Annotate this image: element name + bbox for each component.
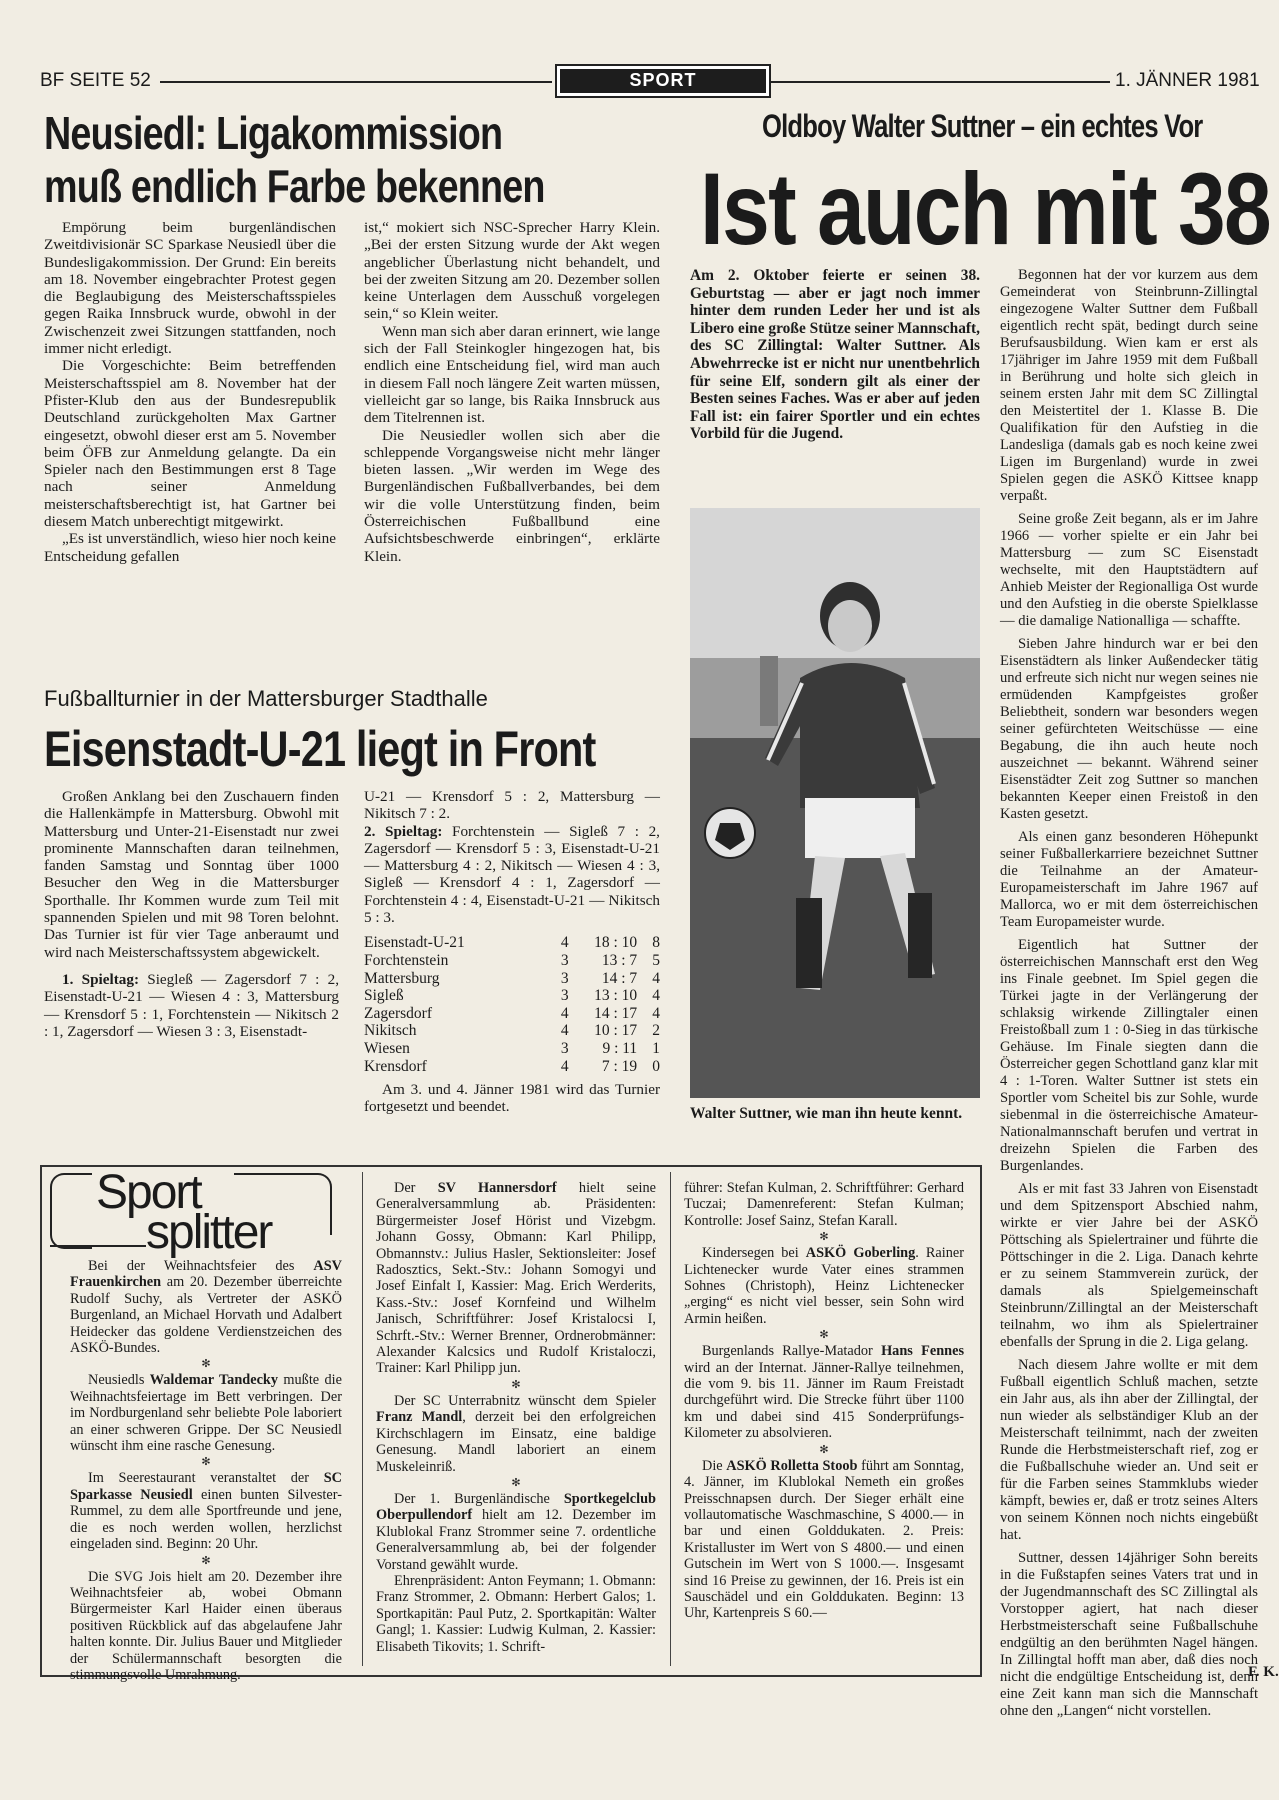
turnier-kicker: Fußballturnier in der Mattersburger Stadthalle xyxy=(44,686,488,711)
points: 4 xyxy=(652,1004,661,1022)
item-text: Im Seerestaurant veranstaltet der xyxy=(88,1470,324,1487)
suttner-paragraph: Eigentlich hat Suttner der österreichischen Mannschaft erst den Weg ins Finale geebnet. Im Spiel gegen die Türkei jagte in der Verlängerung der schlaksig wirkende Zillingtaler einen Freistoßball zum 1 : 0-Sieg in das türkische Gehäuse. Im Finale siegten dann die Österreicher gegen Schottland ganz klar mit 4 : 1-Toren. Walter Suttner ist stets ein Sportler vom Scheitel bis zur Sohle, wurde siebenmal in die österreichische Amateur-Nationalmannschaft berufen und vertrat in dreizehn Spielen die Farben des Burgenlandes. xyxy=(1000,937,1258,1174)
item-highlight: ASKÖ Rolletta Stoob xyxy=(726,1457,858,1474)
item-text: wird an der Internat. Jänner-Rallye teilnehmen, die vom 9. bis 11. Jänner im Raum Freistadt durchgeführt wird. Die Strecke führt über 1100 km und dabei sind 415 Sonderprüfungs-Kilometer zu absolvieren. xyxy=(684,1359,964,1442)
turnier-spieltag-1 xyxy=(44,971,339,1040)
item-text: hielt am 12. Dezember im Klublokal Franz Strommer seine 7. ordentliche Generalversammlung ab, bei der folgender Vorstand gewählt wurde. xyxy=(376,1507,656,1573)
turnier-paragraph: Großen Anklang bei den Zuschauern finden die Hallenkämpfe in Mattersburg. Obwohl mit Mattersburg und Unter-21-Eisenstadt nur zwei prominente Mannschaften daran teilnehmen, fanden Samstag und Sonntag über 1000 Besucher den Weg in die Mattersburger Sporthalle. Ihr Kommen wurde zum Teil mit spannenden Spielen und mit 98 Toren belohnt. Das Turnier ist für vier Tage anberaumt und wird nach Meisterschaftssystem abgewickelt. xyxy=(44,788,339,961)
games: 4 xyxy=(560,1022,569,1040)
goals: 13 : 10 xyxy=(594,987,638,1005)
item-text: einen bunten Silvester-Rummel, zu dem alle Sportfreunde und jene, die es noch werden wollen, herzlichst eingeladen sind. Beginn: 20 Uhr. xyxy=(70,1486,342,1553)
section-label: SPORT xyxy=(560,69,766,93)
page-number: BF SEITE 52 xyxy=(40,70,151,91)
neusiedl-headline-2: muß endlich Farbe bekennen xyxy=(44,160,545,212)
item-text: Ehrenpräsident: Anton Feymann; 1. Obmann: Franz Strommer, 2. Obmann: Herbert Galos; 1. Sportkapitän: Paul Putz, 2. Sportkapitän: Walter Gangl; 1. Kassier: Ludwig Kulman, 2. Kassier: Elisabeth Tikovits; 1. Schrift- xyxy=(376,1572,656,1655)
sportsplitter-logo xyxy=(44,1165,336,1259)
logo-word-splitter: splitter xyxy=(146,1206,272,1259)
table-row xyxy=(364,1040,660,1058)
games: 3 xyxy=(560,969,569,987)
suttner-headline: Ist auch mit 38 xyxy=(700,152,1271,266)
separator-star: ✻ xyxy=(201,1456,211,1469)
splitter-item xyxy=(684,1343,964,1441)
team-name: Forchtenstein xyxy=(364,951,449,969)
item-text: führer: Stefan Kulman, 2. Schriftführer: Gerhard Tuczai; Damenreferent: Stefan Kulman; Kontrolle: Josef Sainz, Stefan Karall. xyxy=(684,1180,964,1229)
turnier-paragraph: U-21 — Krensdorf 5 : 2, Mattersburg — Nikitsch 7 : 2. xyxy=(364,788,660,823)
table-row xyxy=(364,1005,660,1023)
table-row xyxy=(364,1058,660,1076)
points: 4 xyxy=(652,987,661,1005)
team-name: Krensdorf xyxy=(364,1057,427,1075)
games: 3 xyxy=(560,951,569,969)
item-text: , derzeit bei den erfolgreichen Kirchschlagern im Einsatz, eine baldige Genesung. Mandl laboriert an einem Muskeleinriß. xyxy=(376,1409,656,1475)
goals: 13 : 7 xyxy=(601,951,638,969)
suttner-paragraph: Suttner, dessen 14jähriger Sohn bereits in die Fußstapfen seines Vaters trat und in der Jugendmannschaft des SC Zillingtal als Vorstopper agiert, hat nach dieser Herbstmeisterschaft seine Fußballschuhe endgültig an den berühmten Nagel hängen. In Zillingtal hofft man aber, daß dies noch nicht die endgültige Entscheidung ist, denn eine Zeit kann man sich die Mannschaft ohne den „Langen“ nicht vorstellen. xyxy=(1000,1550,1258,1719)
logo-frame-left xyxy=(50,1173,92,1249)
suttner-headline-clip xyxy=(700,152,1279,266)
games: 3 xyxy=(560,1039,569,1057)
team-name: Wiesen xyxy=(364,1039,410,1057)
games: 4 xyxy=(560,1057,569,1075)
turnier-column-1 xyxy=(44,788,339,1144)
item-text: Neusiedls xyxy=(88,1372,150,1389)
splitter-column-3 xyxy=(684,1180,964,1666)
neusiedl-paragraph: Empörung beim burgenländischen Zweitdivisionär SC Sparkase Neusiedl über die Bundesligakommission. Der Grund: Ein bereits am 18. November eingebrachter Protest gegen die Beglaubigung des Meisterschaftsspieles gegen Raika Innsbruck wurde, obwohl in der Zwischenzeit zwei Sitzungen stattfanden, noch immer nicht erledigt. xyxy=(44,219,336,358)
logo-word-sport: Sport xyxy=(96,1166,201,1219)
section-label-box xyxy=(555,64,771,98)
splitter-column-1 xyxy=(70,1258,342,1683)
points: 5 xyxy=(652,951,661,969)
suttner-lead: Am 2. Oktober feierte er seinen 38. Geburtstag — aber er jagt noch immer hinter dem runden Leder her und ist als Libero eine große Stütze seiner Mannschaft, des SC Zillingtal: Walter Suttner. Als Abwehrrecke ist er nicht nur unentbehrlich für seine Elf, sondern gilt als einer der Besten seines Faches. Was er aber auf jeden Fall ist: ein fairer Sportler und ein echtes Vorbild für die Jugend. xyxy=(690,267,980,443)
team-name: Zagersdorf xyxy=(364,1004,432,1022)
separator-star: ✻ xyxy=(201,1358,211,1371)
player-left-sock xyxy=(796,898,822,988)
item-highlight: Hans Fennes xyxy=(881,1343,965,1360)
neusiedl-paragraph: Die Vorgeschichte: Beim betreffenden Meisterschaftsspiel am 8. November hat der Pfister-Klub den aus der Bundesrepublik Deutschland zurückgeholten Max Gartner eingesetzt, obwohl dieser erst am 5. November beim ÖFB zur Anmeldung gelangte. Da ein Spieler nach den Bestimmungen erst 8 Tage nach seiner Anmeldung meisterschaftsberechtigt ist, hat Gartner bei diesem Match unberechtigt mitgewirkt. xyxy=(44,357,336,531)
neusiedl-column-1 xyxy=(44,219,336,671)
table-row xyxy=(364,1022,660,1040)
separator-star: ✻ xyxy=(511,1378,521,1391)
item-text: Der 1. Burgenländische xyxy=(394,1490,564,1507)
splitter-item xyxy=(376,1573,656,1655)
goals: 14 : 17 xyxy=(594,1004,638,1022)
player-shorts xyxy=(805,798,915,858)
item-highlight: Waldemar Tandecky xyxy=(149,1372,279,1389)
suttner-paragraph: Begonnen hat der vor kurzem aus dem Gemeinderat von Steinbrunn-Zillingtal eingezogene Walter Suttner dem Fußball eigentlich recht spät, bedingt durch seine Berufsausbildung. Wien kam er erst als 17jähriger im Jahre 1959 mit dem Fußball in Berührung und holte sich gleich in seinem ersten Jahr mit dem SC Zillingtal den Meistertitel der 1. Klasse B. Die Qualifikation für den Aufstieg in die Landesliga (damals gab es noch keine zwei Ligen im Burgenland) wurde in zwei Spielen gegen die ASKÖ Kittsee knapp verpaßt. xyxy=(1000,267,1258,504)
splitter-item xyxy=(376,1491,656,1573)
table-row xyxy=(364,970,660,988)
suttner-paragraph: Sieben Jahre hindurch war er bei den Eisenstädtern als linker Außendecker tätig und erfreute sich nicht nur wegen seines nie ermüdenden Kampfgeistes großer Beliebtheit, sondern war besonders wegen seiner gefürchteten Weitschüsse — eine Begabung, die ihn auch heute noch auszeichnet — bekannt. Während seiner Eisenstädter Zeit zog Suttner so manchen bekannten Keeper einen Freistoß in den Kasten gesetzt. xyxy=(1000,636,1258,822)
goals: 14 : 7 xyxy=(601,969,638,987)
turnier-headline: Eisenstadt-U-21 liegt in Front xyxy=(44,721,596,777)
team-name: Nikitsch xyxy=(364,1022,417,1040)
spieltag-2-label: 2. Spieltag: xyxy=(364,822,443,840)
neusiedl-paragraph: „Es ist unverständlich, wieso hier noch keine Entscheidung gefallen xyxy=(44,530,336,565)
separator-star: ✻ xyxy=(819,1329,829,1342)
suttner-kicker: Oldboy Walter Suttner – ein echtes Vor xyxy=(762,108,1203,144)
separator-star: ✻ xyxy=(819,1443,829,1456)
splitter-item xyxy=(376,1180,656,1377)
item-highlight: SC Sparkasse Neusiedl xyxy=(70,1470,342,1503)
author-initials: F. K. xyxy=(1248,1664,1279,1680)
neusiedl-paragraph: Die Neusiedler wollen sich aber die schleppende Vorgangsweise nicht mehr länger bieten lassen. „Wir werden im Wege des Burgenländischen Fußballverbandes, bei dem wir die volle Unterstützung finden, beim Österreichischen Fußballbund eine Aufsichtsbeschwerde einbringen“, erklärte Klein. xyxy=(364,426,660,565)
item-text: Der xyxy=(394,1180,438,1196)
goals: 10 : 17 xyxy=(594,1022,638,1040)
photo-background-person xyxy=(760,656,778,726)
splitter-item xyxy=(684,1458,964,1622)
item-text: Kindersegen bei xyxy=(702,1245,806,1262)
suttner-photo xyxy=(690,508,980,1098)
team-name: Eisenstadt-U-21 xyxy=(364,934,465,952)
goals: 18 : 10 xyxy=(594,934,638,952)
item-text: mußte die Weihnachtsfeiertage im Bett verbringen. Der im Nordburgenland sehr beliebte Pole laboriert an einer schweren Grippe. Der SC Neusiedl wünscht ihm eine rasche Genesung. xyxy=(70,1372,342,1455)
column-divider xyxy=(362,1172,363,1666)
item-text: führt am Sonntag, 4. Jänner, im Klublokal Nemeth ein großes Preisschnapsen durch. Der Sieger erhält eine vollautomatische Waschmaschine, S 4000.— in bar und einen Golddukaten. 2. Preis: Kristalluster im Wert von S 4800.— und einen Gutschein im Wert von S 1000.—. Insgesamt sind 16 Preise zu gewinnen, der 16. Preis ist ein Sauschädel und ein Golddukaten. Beginn: 13 Uhr, Kartenpreis S 60.— xyxy=(684,1457,965,1622)
splitter-item xyxy=(70,1470,342,1552)
item-text: hielt seine Generalversammlung ab. Präsidenten: Bürgermeister Josef Hörist und Vizebgm. Johann Gossy, Obmann: Karl Philipp, Obmannstv.: Julius Hasler, Sektionsleiter: Josef Radosztics, Sekt.-Stv.: Johann Somogyi und Josef Einfalt I, Kassier: Mag. Erich Werderits, Kass.-Stv.: Josef Kornfeind und Wilhelm Janisch, Schriftführer: Josef Kristalocsi I, Schrft.-Stv.: Werner Brenner, Ordnerobmänner: Alexander Kalcsics und Rudolf Kristaloczi, Trainer: Karl Philipp jun. xyxy=(376,1180,656,1377)
item-text: Burgenlands Rallye-Matador xyxy=(702,1343,882,1360)
team-name: Sigleß xyxy=(364,987,404,1005)
neusiedl-column-2 xyxy=(364,219,660,671)
neusiedl-paragraph: Wenn man sich aber daran erinnert, wie lange sich der Fall Steinkogler hingezogen hat, bis endlich eine Entscheidung fiel, wird man auch in diesem Fall noch längere Zeit warten müssen, vielleicht gar so lange, bis Raika Innsbruck aus dem Titelrennen ist. xyxy=(364,322,660,427)
turnier-spieltag-2 xyxy=(364,823,660,927)
spieltag-1-results: Siegleß — Zagersdorf 7 : 2, Eisenstadt-U-21 — Wiesen 4 : 3, Mattersburg — Krensdorf 5 : 1, Forchtenstein — Nikitsch 2 : 1, Zagersdorf — Wiesen 3 : 3, Eisenstadt- xyxy=(44,970,339,1040)
item-text: Die xyxy=(702,1457,727,1474)
splitter-item xyxy=(70,1569,342,1684)
column-divider xyxy=(670,1172,671,1666)
points: 0 xyxy=(652,1057,661,1075)
item-highlight: SV Hannersdorf xyxy=(437,1180,557,1196)
header-rule-left xyxy=(160,81,552,83)
splitter-item xyxy=(70,1258,342,1356)
spieltag-2-results: Forchtenstein — Sigleß 7 : 2, Zagersdorf — Krensdorf 5 : 3, Eisenstadt-U-21 — Mattersburg 4 : 2, Nikitsch — Wiesen 4 : 3, Sigleß — Krensdorf 4 : 1, Zagersdorf — Forchtenstein 4 : 4, Eisenstadt-U-21 — Nikitsch 5 : 3. xyxy=(364,822,660,927)
item-text: am 20. Dezember überreichte Rudolf Suchy, als Vertreter der ASKÖ Burgenland, an Michael Horvath und Adalbert Heidecker das goldene Verdienstzeichen des ASKÖ-Bundes. xyxy=(70,1274,342,1357)
separator-star: ✻ xyxy=(511,1476,521,1489)
table-row xyxy=(364,987,660,1005)
item-text: Die SVG Jois hielt am 20. Dezember ihre Weihnachtsfeier ab, wobei Obmann Bürgermeister Karl Haider einen überaus positiven Rückblick auf das abgelaufene Jahr halten konnte. Dir. Julius Bauer und Mitglieder der Schülermannschaft besorgten die stimmungsvolle Umrahmung. xyxy=(70,1568,342,1683)
points: 8 xyxy=(652,934,661,952)
goals: 9 : 11 xyxy=(602,1039,638,1057)
suttner-paragraph: Als einen ganz besonderen Höhepunkt seiner Fußballerkarriere bezeichnet Suttner die Teilnahme an der Amateur-Europameisterschaft im Jahre 1967 auf Mallorca, wo er mit dem österreichischen Team Europameister wurde. xyxy=(1000,829,1258,930)
item-highlight: Sportkegelclub Oberpullendorf xyxy=(376,1490,656,1524)
page-date: 1. JÄNNER 1981 xyxy=(1115,70,1260,91)
games: 4 xyxy=(560,934,569,952)
goals: 7 : 19 xyxy=(601,1057,638,1075)
neusiedl-paragraph: ist,“ mokiert sich NSC-Sprecher Harry Klein. „Bei der ersten Sitzung wurde der Akt wegen angeblicher Überlastung nicht behandelt, und bei der zweiten Sitzung am 20. Dezember sollen keine Unterlagen dem Ausschuß vorgelegen sein,“ so Klein weiter. xyxy=(364,219,660,323)
item-highlight: ASKÖ Goberling xyxy=(805,1245,916,1262)
spieltag-1-label: 1. Spieltag: xyxy=(62,970,140,988)
points: 2 xyxy=(652,1022,661,1040)
splitter-item xyxy=(684,1180,964,1229)
team-name: Mattersburg xyxy=(364,969,440,987)
separator-star: ✻ xyxy=(201,1554,211,1567)
table-row xyxy=(364,934,660,952)
table-row xyxy=(364,952,660,970)
games: 4 xyxy=(560,1004,569,1022)
item-highlight: ASV Frauenkirchen xyxy=(70,1258,342,1291)
suttner-paragraph: Seine große Zeit begann, als er im Jahre 1966 — vorher spielte er ein Jahr bei Mattersburg — zum SC Eisenstadt wechselte, mit den Hauptstädtern auf Anhieb Meister der Regionalliga Ost wurde und den Aufstieg in die oberste Spielklasse — die damalige Nationalliga — schaffte. xyxy=(1000,511,1258,629)
splitter-item xyxy=(376,1393,656,1475)
neusiedl-headline-1: Neusiedl: Ligakommission xyxy=(44,107,503,159)
games: 3 xyxy=(560,987,569,1005)
standings-table xyxy=(364,934,660,1075)
item-text: Bei der Weihnachtsfeier des xyxy=(88,1258,314,1274)
item-text: . Rainer Lichtenecker wurde Vater eines strammen Sohnes (Christoph), Heinz Lichtenecker „erging“ es nicht viel besser, sein Sohn wird Armin heißen. xyxy=(684,1245,964,1327)
suttner-column-inner xyxy=(1000,267,1258,1720)
splitter-item xyxy=(684,1245,964,1327)
suttner-paragraph: Nach diesem Jahre wollte er mit dem Fußball eigentlich Schluß machen, setzte ein Jahr aus, als ihn aber der Zillingtal, der nun wieder als selbständiger Klub an der Meisterschaft teilnimmt, nach der zweiten Runde die Herbstmeisterschaft rief, zog er die Fußballschuhe wieder an. Und seit er für die Farben seines Stammklubs wieder kämpft, bewies er, daß er trotz seines Alters von seinem Können noch nichts eingebüßt hat. xyxy=(1000,1357,1258,1543)
player-right-sock xyxy=(908,893,932,978)
player-face xyxy=(828,600,872,652)
separator-star: ✻ xyxy=(819,1231,829,1244)
splitter-item xyxy=(70,1372,342,1454)
splitter-column-2 xyxy=(376,1180,656,1666)
turnier-outro: Am 3. und 4. Jänner 1981 wird das Turnier fortgesetzt und beendet. xyxy=(364,1081,660,1116)
item-highlight: Franz Mandl xyxy=(376,1409,463,1426)
suttner-paragraph: Als er mit fast 33 Jahren von Eisenstadt und dem Spitzensport Abschied nahm, wirkte er vier Jahre bei der ASKÖ Pöttsching als Spielertrainer und führte die Pöttschinger in die 2. Liga. Danach kehrte er zu seinem Stammverein zurück, der damals als Spielgemeinschaft Steinbrunn/Zillingtal an der Meisterschaft teilnahm, wo ihm als Spielertrainer ebenfalls der Sprung in die 2. Liga gelang. xyxy=(1000,1181,1258,1350)
turnier-column-2 xyxy=(364,788,660,1144)
player-photo-illustration xyxy=(690,508,980,1098)
item-text: Der SC Unterrabnitz wünscht dem Spieler xyxy=(394,1392,656,1409)
header-rule-right xyxy=(770,81,1110,83)
logo-frame-bottom xyxy=(50,1245,146,1247)
photo-caption: Walter Suttner, wie man ihn heute kennt. xyxy=(690,1105,963,1122)
points: 4 xyxy=(652,969,661,987)
logo-frame-right xyxy=(234,1173,332,1235)
points: 1 xyxy=(652,1039,661,1057)
